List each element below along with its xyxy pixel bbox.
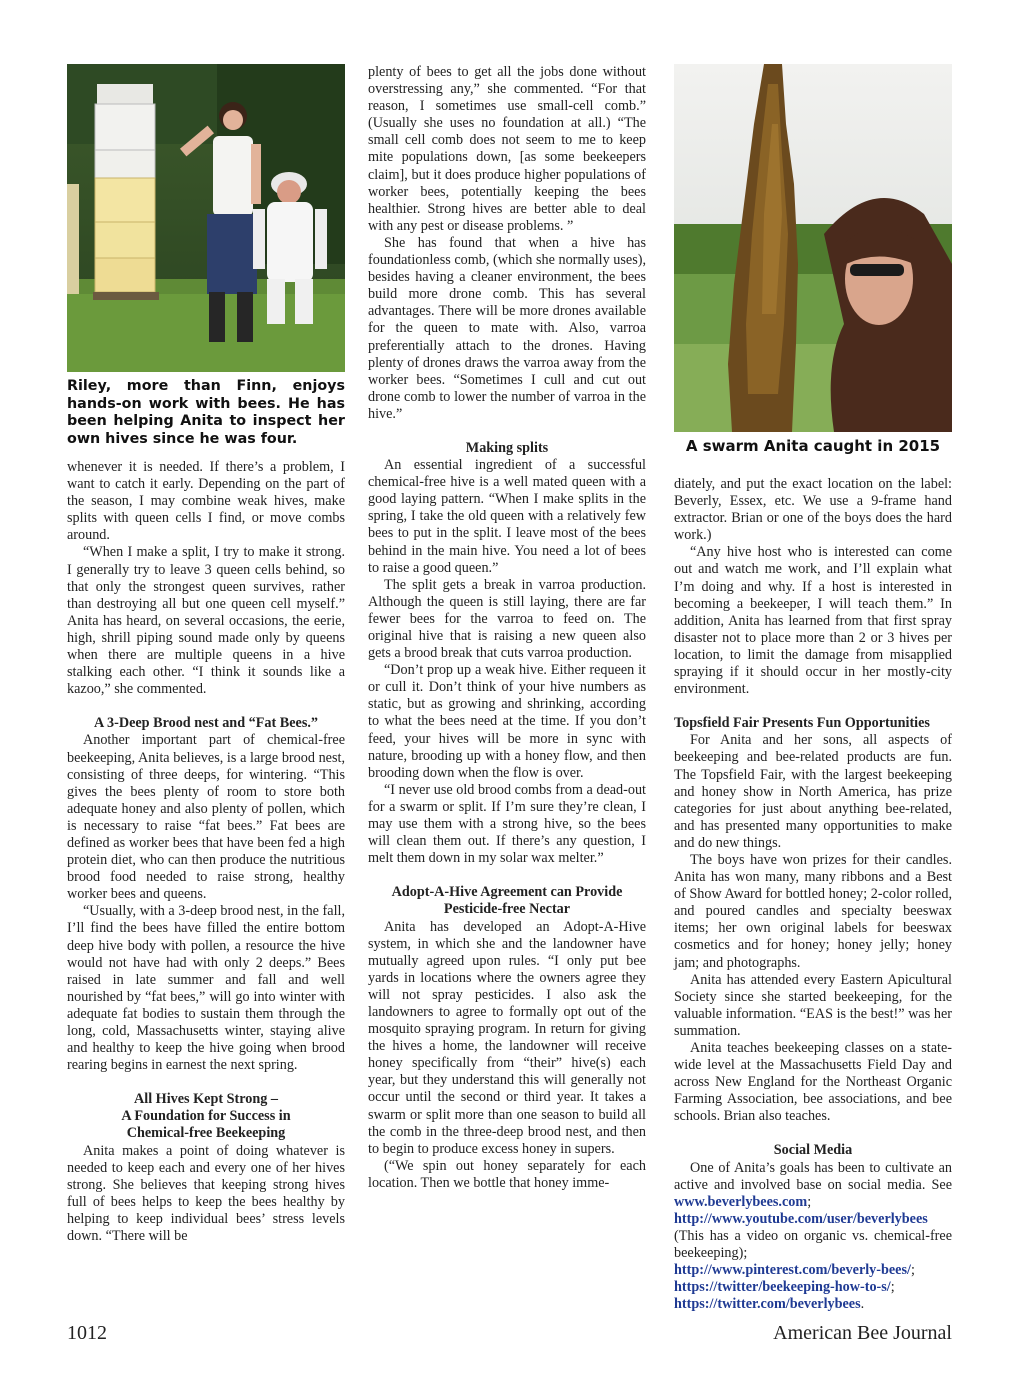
- paragraph: plenty of bees to get all the jobs done without overstressing any,” she commented. “For that reason, I sometimes use small-cell comb.” (Usually she uses no foundation at all.) “The small cell comb does not seem to me to keep mite populations down, [as some beekeepers claim], but it does produce higher populations of worker bees, potentially keeping the bees healthier. Strong hives are better able to deal with any pest or disease problems. ”: [368, 64, 646, 234]
- text: ;: [890, 1279, 895, 1296]
- link-twitter-howto[interactable]: https://twitter/beekeeping-how-to-s/: [674, 1279, 891, 1296]
- paragraph-social: [674, 1160, 952, 1314]
- paragraph: The boys have won prizes for their candles. Anita has won many, many ribbons and a Best of Show Award for bottled honey; 2-color rolled, and poured candles and specialty beeswax items; her own original labels for beeswax cosmetics and for honey; honey jelly; honey jam; and photographs.: [674, 851, 952, 971]
- article-column-2: [368, 64, 646, 1192]
- section-heading: Making splits: [465, 439, 549, 456]
- photo-swarm: [674, 64, 952, 432]
- text: ;: [807, 1193, 812, 1210]
- paragraph: “Any hive host who is interested can come out and watch me work, and I’ll explain what I’m doing and why. If a host is interested in becoming a beekeeper, I will teach them.” In addition, Anita has learned from that first spray disaster not to place more than 2 or 3 hives per location, to limit the damage from misapplied spraying if it should occur in her mostly-city environment.: [674, 544, 952, 698]
- link-pinterest[interactable]: http://www.pinterest.com/beverly-bees/: [674, 1262, 911, 1279]
- paragraph: Another important part of chemical-free beekeeping, Anita believes, is a large brood nest, consisting of three deeps, for wintering. “This gives the bees plenty of room to store both adequate honey and also plenty of pollen, which is necessary to raise “fat bees.” Fat bees are defined as worker bees that have been fed a high protein diet, who can then produce the nutritious brood food needed to raise strong, healthy worker bees and queens.: [67, 732, 345, 903]
- text: (This has a video on organic vs. chemical-free beekeeping);: [674, 1227, 952, 1262]
- section-heading: Social Media: [773, 1142, 853, 1159]
- paragraph: “Usually, with a 3-deep brood nest, in the fall, I’ll find the bees have filled the entire bottom deep hive body with pollen, a resource the hive would not have had with only 2 deeps.” Bees raised in late summer and fall and well nourished by “fat bees,” will go into winter with adequate fat bodies to sustain them through the long, cold, Massachusetts winter, staying alive and healthy to keep the hive going when brood rearing begins in earnest the next spring.: [67, 903, 345, 1074]
- article-column-1: [67, 459, 345, 1245]
- text: One of Anita’s goals has been to cultivate an active and involved base on social media. See: [674, 1159, 952, 1193]
- article-column-3: [674, 476, 952, 1313]
- paragraph: “I never use old brood combs from a dead-out for a swarm or split. If I’m sure they’re clean, I may use them with a strong hive, so the bees will clean them out. If there’s any question, I melt them down in my solar wax melter.”: [368, 781, 646, 867]
- photo-hive-family: [67, 64, 345, 372]
- paragraph: The split gets a break in varroa production. Although the queen is still laying, there are far fewer bees for the varroa to feed on. The original hive that is raising a new queen also gets a brood break that cuts varroa production.: [368, 576, 646, 662]
- text: .: [860, 1296, 865, 1313]
- paragraph: Anita has attended every Eastern Apicultural Society since she started beekeeping, for the valuable information. “EAS is the best!” was her summation.: [674, 971, 952, 1039]
- paragraph: Anita has developed an Adopt-A-Hive system, in which she and the landowner have mutually agreed upon rules. “I only put bee yards in locations where the owners agree they will not spray pesticides. I also ask the landowners to agree to formally opt out of the mosquito spraying program. In return for giving the hives a home, the landowner will receive honey specifically from “their” hive(s) each year, but they understand this will generally not occur until the second or third year. It takes a swarm or split more than one season to build all the comb in the three-deep brood nest, and then to begin to produce excess honey in supers.: [368, 918, 646, 1157]
- paragraph: “Don’t prop up a weak hive. Either requeen it or cull it. Don’t think of your hive numbers as static, but as growing and shrinking, according to what the bees need at the time. If you don’t feed, your hives will be more in sync with nature, brooding up with a honey flow, and then brooding down when the flow is over.: [368, 662, 646, 781]
- photo-caption-right: A swarm Anita caught in 2015: [685, 437, 941, 455]
- section-heading: A 3-Deep Brood nest and “Fat Bees.”: [94, 715, 318, 732]
- link-twitter[interactable]: https://twitter.com/beverlybees: [674, 1296, 861, 1313]
- section-heading: Chemical-free Beekeeping: [126, 1125, 286, 1142]
- paragraph: Anita teaches beekeeping classes on a state-wide level at the Massachusetts Field Day and across New England for the Northeast Organic Farming Association, bee associations, and bee schools. Brian also teaches.: [674, 1040, 952, 1125]
- journal-name: American Bee Journal: [773, 1322, 952, 1344]
- paragraph: diately, and put the exact location on the label: Beverly, Essex, etc. We use a 9-frame hand extractor. Brian or one of the boys does the hard work.): [674, 476, 952, 544]
- section-heading: Pesticide-free Nectar: [443, 901, 571, 918]
- paragraph: An essential ingredient of a successful chemical-free hive is a well mated queen with a good laying pattern. “When I make splits in the spring, I take the old queen with a relatively few bees to put in the split. I leave most of the bees behind in the main hive. You need a lot of bees to raise a good queen.”: [368, 457, 646, 576]
- photo-hive-family-image: [67, 64, 345, 372]
- link-beverlybees[interactable]: www.beverlybees.com: [674, 1193, 808, 1210]
- photo-swarm-image: [674, 64, 952, 432]
- page-number: 1012: [67, 1322, 107, 1344]
- link-youtube[interactable]: http://www.youtube.com/user/beverlybees: [674, 1210, 928, 1227]
- section-heading: A Foundation for Success in: [121, 1108, 291, 1125]
- paragraph: whenever it is needed. If there’s a problem, I want to catch it early. Depending on the part of the season, I may combine weak hives, make splits with queen cells I find, or move combs around.: [67, 459, 345, 544]
- text: ;: [910, 1262, 915, 1279]
- paragraph: Anita makes a point of doing whatever is needed to keep each and every one of her hives strong. She believes that keeping strong hives full of bees helps to keep the bees healthy by helping to keep individual bees’ stress levels down. “There will be: [67, 1142, 345, 1245]
- section-heading: All Hives Kept Strong –: [134, 1091, 278, 1108]
- paragraph: For Anita and her sons, all aspects of beekeeping and bee-related products are fun. The Topsfield Fair, with the largest beekeeping and honey show in North America, has prize categories for just about anything bee-related, and has presented many opportunities to make and do new things.: [674, 732, 952, 851]
- paragraph: (“We spin out honey separately for each location. Then we bottle that honey imme-: [368, 1157, 646, 1191]
- paragraph: “When I make a split, I try to make it strong. I generally try to leave 3 queen cells behind, so that only the strongest queen survives, rather than destroying all but one queen cell myself.” Anita has heard, on several occasions, the eerie, high, shrill piping sound made only by queens when there are multiple queens in a hive stalking each other. “I think it sounds like a kazoo,” she commented.: [67, 544, 345, 698]
- paragraph: She has found that when a hive has foundationless comb, (which she normally uses), besides having a cleaner environment, the bees build more drone comb. This has several advantages. There will be more drones available for the queen to mate with. Also, varroa preferentially attach to the drones. Having plenty of drones draws the varroa away from the worker bees. “Sometimes I cull and cut out drone comb to lower the number of varroa in the hive.”: [368, 234, 646, 422]
- section-heading: Topsfield Fair Presents Fun Opportunities: [674, 715, 930, 732]
- photo-caption-left: Riley, more than Finn, enjoys hands-on work with bees. He has been helping Anita to inspect her own hives since he was four.: [67, 378, 345, 447]
- section-heading: Adopt-A-Hive Agreement can Provide: [391, 884, 623, 901]
